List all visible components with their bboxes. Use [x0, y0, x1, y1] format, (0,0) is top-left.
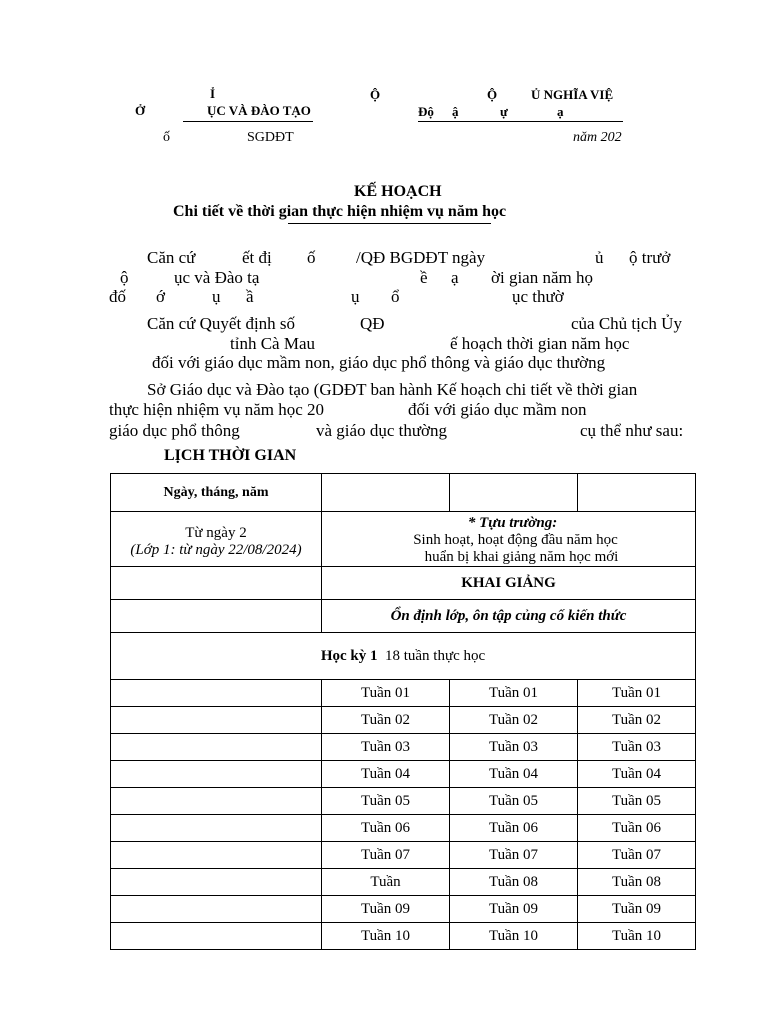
p3-line3-seg1: giáo dục phổ thông [109, 421, 240, 440]
start-date-cell [111, 512, 322, 567]
p3-line3-seg3: cụ thể như sau: [580, 421, 684, 440]
header-empty-cell [322, 474, 450, 512]
header-motto-part2: ậ [452, 104, 459, 119]
week-cell: Tuần 09 [450, 896, 578, 923]
p1-line1-seg3: ố [307, 248, 316, 267]
table-row-hoc-ky [111, 633, 696, 680]
start-date-text: Từ ngày 2 [185, 525, 247, 541]
header-motto-underline [418, 121, 623, 122]
week-cell: Tuần 09 [322, 896, 450, 923]
empty-date-cell [111, 567, 322, 600]
table-row [111, 707, 696, 734]
header-empty-cell [578, 474, 696, 512]
document-date: năm 202 [573, 130, 622, 145]
hoc-ky-cell [111, 633, 696, 680]
header-agency-line2: ỤC VÀ ĐÀO TẠO [207, 103, 311, 118]
p1-line1-seg6: ộ trưở [629, 248, 671, 267]
header-motto-part1: Độ [418, 104, 434, 119]
empty-date-cell [111, 600, 322, 633]
header-date-cell: Ngày, tháng, năm [111, 474, 322, 512]
table-row [111, 923, 696, 950]
p2-line1-seg1: Căn cứ Quyết định số [147, 314, 296, 333]
p2-line1-seg2: QĐ [360, 314, 385, 333]
week-cell: Tuần 10 [322, 923, 450, 950]
week-date-cell [111, 680, 322, 707]
week-cell: Tuần 04 [322, 761, 450, 788]
week-cell: Tuần 02 [578, 707, 696, 734]
week-date-cell [111, 734, 322, 761]
week-cell: Tuần 09 [578, 896, 696, 923]
p1-line3-seg4: ầ [246, 287, 254, 306]
week-cell: Tuần 01 [578, 680, 696, 707]
table-row [111, 734, 696, 761]
document-number-prefix: ố [163, 130, 170, 145]
table-header-row [111, 474, 696, 512]
table-row [111, 680, 696, 707]
p1-line3-seg1: đố [109, 287, 126, 306]
p1-line2-seg1: ộ [120, 268, 129, 287]
tuu-truong-title: * Tựu trường: [467, 514, 558, 531]
hoc-ky-label: Học kỳ 1 [320, 647, 378, 664]
p1-line3-seg3: ụ [212, 287, 221, 306]
p3-line2-seg1: thực hiện nhiệm vụ năm học 20 [109, 400, 325, 419]
p3-line3-seg2: và giáo dục thường [316, 421, 448, 440]
week-cell: Tuần 02 [322, 707, 450, 734]
table-row [111, 788, 696, 815]
table-row-start [111, 512, 696, 567]
week-cell: Tuần [322, 869, 450, 896]
week-date-cell [111, 869, 322, 896]
schedule-table [110, 473, 696, 950]
table-row-on-dinh [111, 600, 696, 633]
p1-line2-seg3: ề [420, 268, 428, 287]
week-cell: Tuần 06 [322, 815, 450, 842]
week-cell: Tuần 07 [450, 842, 578, 869]
week-date-cell [111, 923, 322, 950]
week-date-cell [111, 842, 322, 869]
header-motto-part3: ự [500, 104, 508, 119]
header-agency-line2-prefix: Ở [135, 103, 146, 118]
p1-line1-seg2: ết đị [242, 248, 272, 267]
week-cell: Tuần 04 [450, 761, 578, 788]
p1-line3-seg7: ục thườ [512, 287, 564, 306]
p1-line2-seg2: ục và Đào tạ [174, 268, 260, 287]
week-date-cell [111, 761, 322, 788]
p2-line2-seg2: ế hoạch thời gian năm học [450, 334, 630, 353]
khai-giang-cell: KHAI GIẢNG [322, 567, 696, 600]
p3-line2-seg2: đối với giáo dục mầm non [408, 400, 587, 419]
week-cell: Tuần 05 [450, 788, 578, 815]
week-cell: Tuần 08 [450, 869, 578, 896]
on-dinh-cell: Ổn định lớp, ôn tập củng cố kiến thức [322, 600, 696, 633]
document-subtitle: Chi tiết về thời gian thực hiện nhiệm vụ năm học [173, 203, 507, 220]
header-nation-part1: Ộ [370, 87, 381, 102]
week-date-cell [111, 788, 322, 815]
week-cell: Tuần 05 [578, 788, 696, 815]
p1-line2-seg4: ạ [451, 268, 459, 287]
p1-line1-seg5: ủ [595, 248, 604, 267]
week-cell: Tuần 07 [322, 842, 450, 869]
week-cell: Tuần 03 [578, 734, 696, 761]
header-nation-part2: Ộ [487, 87, 498, 102]
week-cell: Tuần 06 [578, 815, 696, 842]
header-agency-line1: Ỉ [210, 86, 216, 101]
table-row-khai-giang [111, 567, 696, 600]
week-cell: Tuần 08 [578, 869, 696, 896]
table-row [111, 815, 696, 842]
table-row [111, 896, 696, 923]
document-number: SGDĐT [247, 130, 294, 145]
week-date-cell [111, 707, 322, 734]
p1-line1-seg1: Căn cứ [147, 248, 196, 267]
week-cell: Tuần 02 [450, 707, 578, 734]
week-cell: Tuần 06 [450, 815, 578, 842]
week-date-cell [111, 815, 322, 842]
header-motto-part4: ạ [557, 104, 564, 119]
tuu-truong-line1: Sinh hoạt, hoạt động đầu năm học [413, 531, 618, 548]
tuu-truong-line2: huẩn bị khai giảng năm học mới [424, 548, 619, 565]
week-cell: Tuần 10 [450, 923, 578, 950]
p2-line1-seg3: của Chủ tịch Ủy [571, 314, 682, 333]
week-cell: Tuần 01 [450, 680, 578, 707]
table-row [111, 842, 696, 869]
start-date-note: (Lớp 1: từ ngày 22/08/2024) [130, 542, 302, 558]
week-cell: Tuần 05 [322, 788, 450, 815]
hoc-ky-detail: 18 tuần thực học [384, 647, 486, 664]
week-cell: Tuần 03 [322, 734, 450, 761]
table-row [111, 869, 696, 896]
p2-line2-seg1: tỉnh Cà Mau [230, 334, 315, 353]
week-cell: Tuần 04 [578, 761, 696, 788]
header-nation-part3: Ủ NGHĨA VIỆ [531, 87, 614, 102]
week-cell: Tuần 10 [578, 923, 696, 950]
document-title: KẾ HOẠCH [354, 183, 442, 200]
week-cell: Tuần 03 [450, 734, 578, 761]
tuu-truong-cell [322, 512, 696, 567]
week-cell: Tuần 07 [578, 842, 696, 869]
p1-line3-seg6: ổ [391, 287, 400, 306]
p1-line3-seg2: ớ [156, 287, 165, 306]
header-empty-cell [450, 474, 578, 512]
table-row [111, 761, 696, 788]
p1-line3-seg5: ụ [351, 287, 360, 306]
week-cell: Tuần 01 [322, 680, 450, 707]
week-date-cell [111, 896, 322, 923]
p3-line1: Sở Giáo dục và Đào tạo (GDĐT ban hành Kế hoạch chi tiết về thời gian [147, 380, 638, 399]
p2-line3: đối với giáo dục mầm non, giáo dục phổ thông và giáo dục thường [152, 353, 606, 372]
p1-line1-seg4: /QĐ BGDĐT ngày [356, 248, 486, 267]
header-agency-underline [183, 121, 313, 122]
p1-line2-seg5: ời gian năm họ [491, 268, 593, 287]
subtitle-underline [288, 223, 491, 224]
section-title: LỊCH THỜI GIAN [164, 447, 297, 464]
